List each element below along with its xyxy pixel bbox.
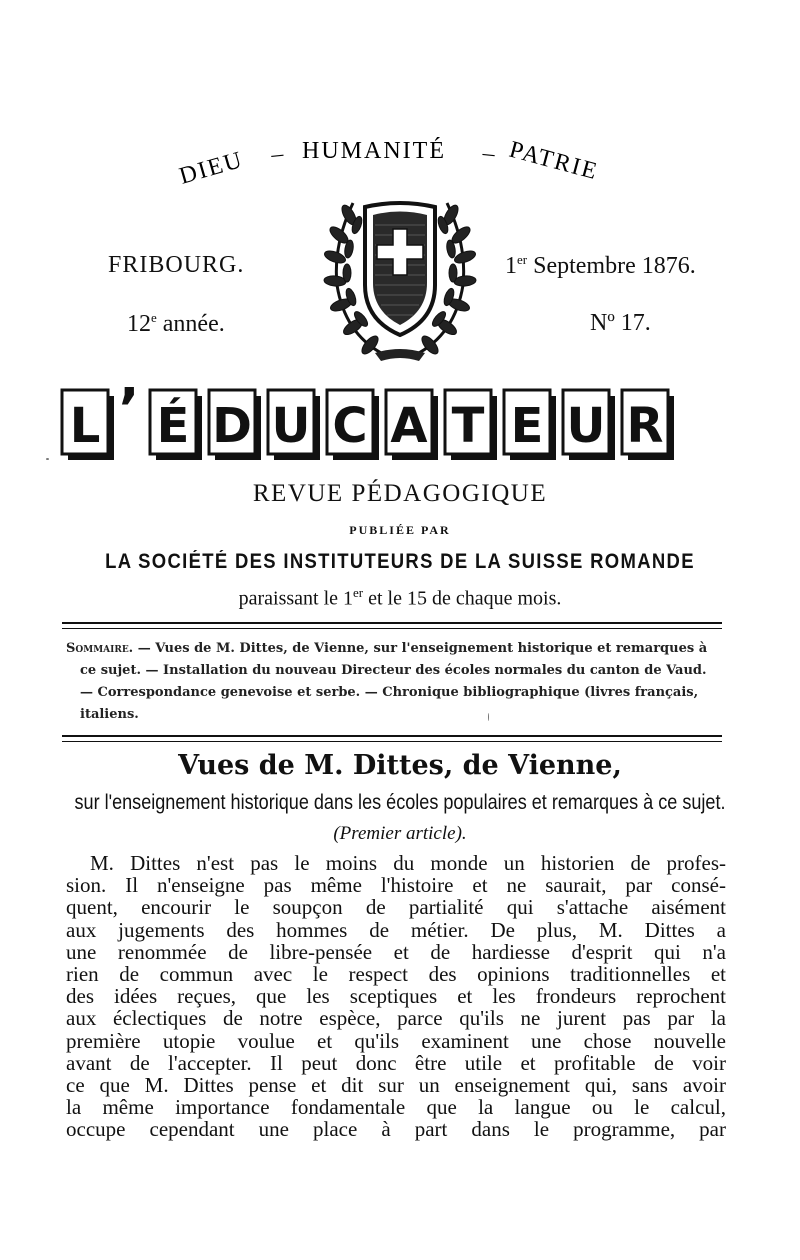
article-note: (Premier article). <box>333 823 467 844</box>
masthead-letter <box>268 390 320 460</box>
summary-line: — Correspondance genevoise et serbe. — Chronique bibliographique (livres français, <box>80 685 699 700</box>
divider <box>62 628 722 629</box>
volume-year <box>127 310 225 338</box>
date-day: 1 <box>505 253 517 279</box>
body-line: première utopie voulue et qu'ils examinent une chose nouvelle <box>66 1028 726 1053</box>
svg-text:U: U <box>271 398 311 454</box>
year-number: 12 <box>127 311 151 337</box>
summary-block <box>66 638 726 726</box>
issue-number: Nº 17. <box>590 310 651 336</box>
divider <box>62 735 722 737</box>
body-line: occupe cependant une place à part dans le programme, par <box>66 1117 726 1142</box>
masthead-letter <box>118 384 139 442</box>
date-day-suffix: er <box>517 252 528 267</box>
svg-text:T: T <box>451 398 485 454</box>
motto-word-patrie: PATRIE <box>506 136 602 186</box>
motto-separator: – <box>269 140 285 168</box>
motto-word-dieu: DIEU <box>176 146 247 190</box>
publication-date <box>505 252 696 280</box>
body-line: une renommée de libre-pensée et de hardiesse d'esprit qui n'a <box>66 939 726 964</box>
masthead-letter <box>62 390 114 460</box>
svg-text:É: É <box>156 398 190 454</box>
summary-label: Sommaire. <box>66 641 134 656</box>
motto-word-humanite: HUMANITÉ <box>302 138 446 164</box>
masthead-letter <box>150 390 202 460</box>
body-line: sion. Il n'enseigne pas même l'histoire et ne saurait, par consé- <box>66 873 726 898</box>
frequency-before: paraissant le 1 <box>238 587 353 610</box>
masthead-title <box>60 384 730 464</box>
article-body <box>66 852 726 1141</box>
published-by: PUBLIÉE PAR <box>349 523 451 537</box>
motto-separator: – <box>481 140 497 168</box>
swiss-crest-emblem <box>315 185 485 365</box>
frequency-after: et le 15 de chaque mois. <box>363 587 562 610</box>
year-label: année. <box>162 311 225 337</box>
frequency-sup: er <box>353 585 364 600</box>
body-line: ce que M. Dittes pense et dit sur un enseignement qui, sans avoir <box>66 1073 726 1098</box>
svg-text:C: C <box>332 398 368 454</box>
publication-frequency <box>0 585 800 611</box>
masthead-letter <box>386 390 438 460</box>
body-line: M. Dittes n'est pas le moins du monde un historien de profes- <box>90 851 726 875</box>
divider <box>62 741 722 742</box>
article-title: Vues de M. Dittes, de Vienne, <box>178 750 622 781</box>
summary-line: italiens. <box>80 707 139 722</box>
society-name: LA SOCIÉTÉ DES INSTITUTEURS DE LA SUISSE ROMANDE <box>105 550 695 573</box>
svg-text:’: ’ <box>118 384 140 442</box>
article-subtitle: sur l'enseignement historique dans les écoles populaires et remarques à ce sujet. <box>74 791 726 814</box>
svg-text:U: U <box>566 398 606 454</box>
paper-speck <box>488 713 489 721</box>
divider <box>62 622 722 624</box>
paper-speck <box>46 458 49 460</box>
svg-text:L: L <box>69 398 101 454</box>
masthead-letter <box>622 390 674 460</box>
body-line: avant de l'accepter. Il peut donc être utile et profitable de voir <box>66 1050 726 1075</box>
body-line: des idées reçues, que les sceptiques et les frondeurs reprochent <box>66 984 726 1009</box>
masthead-letter <box>327 390 379 460</box>
body-line: quent, encourir le soupçon de partialité qui s'attache aisément <box>66 895 726 920</box>
journal-subtitle: REVUE PÉDAGOGIQUE <box>252 480 548 507</box>
ribbon-icon <box>375 349 425 361</box>
publication-place: FRIBOURG. <box>108 252 245 278</box>
svg-text:D: D <box>212 398 252 454</box>
masthead-letter <box>563 390 615 460</box>
summary-line: ce sujet. — Installation du nouveau Directeur des écoles normales du canton de Vaud. <box>80 663 707 678</box>
summary-line: Sommaire. — Vues de M. Dittes, de Vienne, sur l'enseignement historique et remarques à <box>66 641 708 656</box>
date-month-year: Septembre 1876. <box>533 253 696 279</box>
masthead-letter <box>504 390 556 460</box>
svg-text:E: E <box>510 398 544 454</box>
body-line: la même importance fondamentale que la langue ou le calcul, <box>66 1095 726 1120</box>
masthead-letter <box>445 390 497 460</box>
svg-text:A: A <box>390 398 428 454</box>
svg-text:R: R <box>626 398 664 454</box>
body-line: rien de commun avec le respect des opinions traditionnelles et <box>66 962 726 987</box>
body-line: aux jugements des hommes de métier. De plus, M. Dittes a <box>66 917 726 942</box>
year-suffix: e <box>151 310 157 325</box>
masthead-letter <box>209 390 261 460</box>
body-line: aux éclectiques de notre espèce, parce qu'ils ne jurent pas par la <box>66 1006 726 1031</box>
